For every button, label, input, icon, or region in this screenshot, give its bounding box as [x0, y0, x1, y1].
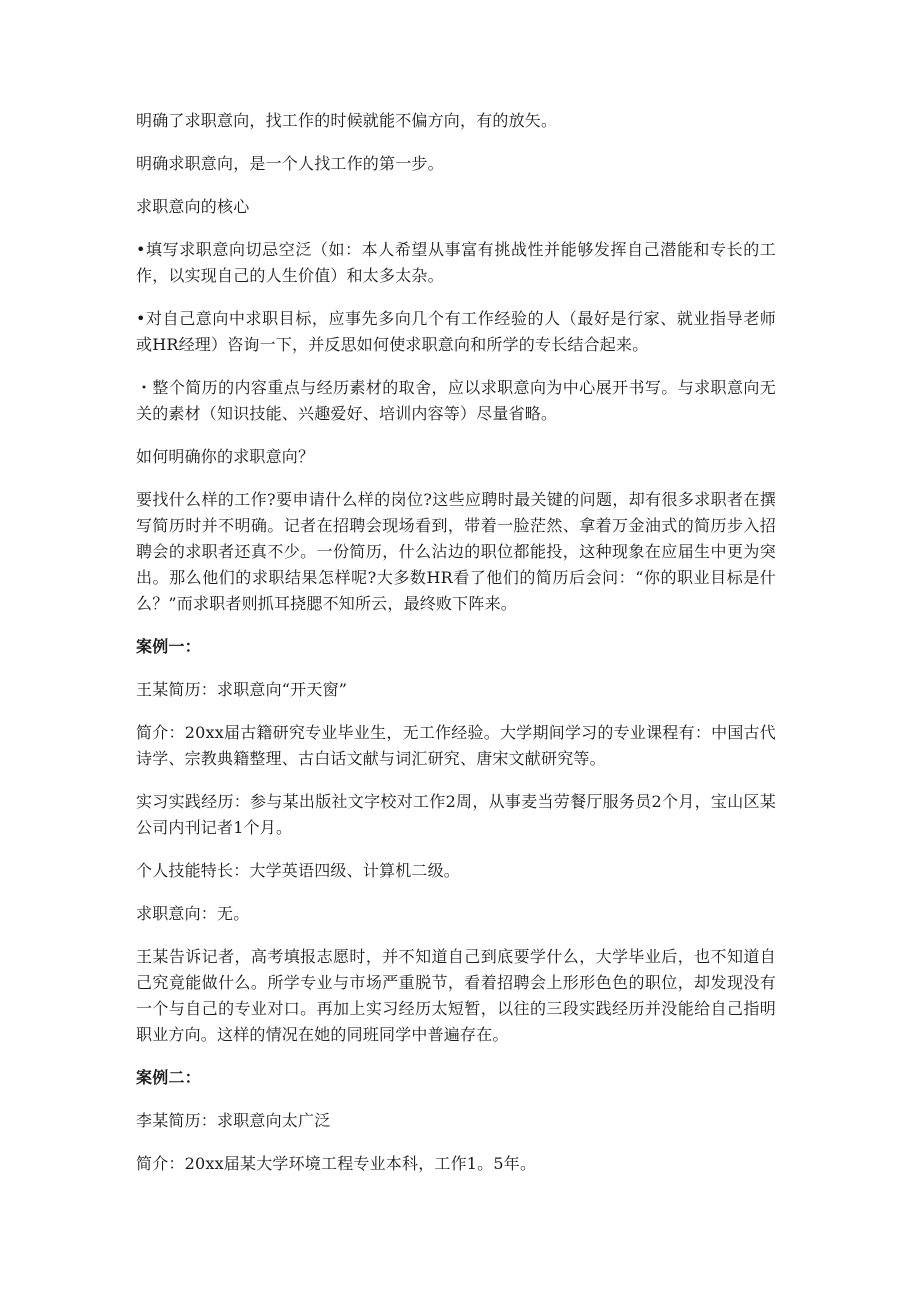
case-two-heading: 案例二： — [136, 1068, 201, 1087]
case-one-intention: 求职意向：无。 — [136, 904, 250, 923]
case-two-title: 李某简历：求职意向太广泛 — [136, 1111, 331, 1130]
case-one-intro: 简介：20xx届古籍研究专业毕业生，无工作经验。大学期间学习的专业课程有：中国古代诗学、宗教典籍整理、古白话文献与词汇研究、唐宋文献研究等。 — [136, 723, 776, 768]
bullet-item-3: ・整个简历的内容重点与经历素材的取舍，应以求职意向为中心展开书写。与求职意向无关的素材（知识技能、兴趣爱好、培训内容等）尽量省略。 — [136, 378, 776, 423]
case-one-heading: 案例一： — [136, 637, 201, 656]
paragraph-intro-1: 明确了求职意向，找工作的时候就能不偏方向，有的放矢。 — [136, 111, 558, 130]
section-heading-core: 求职意向的核心 — [136, 197, 250, 216]
document-page — [136, 108, 776, 1194]
case-one-skills: 个人技能特长：大学英语四级、计算机二级。 — [136, 861, 461, 880]
bullet-item-1: •填写求职意向切忌空泛（如：本人希望从事富有挑战性并能够发挥自己潜能和专长的工作，以实现自己的人生价值）和太多太杂。 — [136, 240, 776, 285]
bullet-item-2: •对自己意向中求职目标，应事先多向几个有工作经验的人（最好是行家、就业指导老师或HR经理）咨询一下，并反思如何使求职意向和所学的专长结合起来。 — [136, 309, 776, 354]
case-one-story: 王某告诉记者，高考填报志愿时，并不知道自己到底要学什么，大学毕业后，也不知道自己究竟能做什么。所学专业与市场严重脱节，看着招聘会上形形色色的职位，却发现没有一个与自己的专业对口。再加上实习经历太短暂，以往的三段实践经历并没能给自己指明职业方向。这样的情况在她的同班同学中普遍存在。 — [136, 947, 776, 1044]
paragraph-intro-2: 明确求职意向，是一个人找工作的第一步。 — [136, 154, 444, 173]
case-one-internship: 实习实践经历：参与某出版社文字校对工作2周，从事麦当劳餐厅服务员2个月，宝山区某公司内刊记者1个月。 — [136, 792, 776, 837]
paragraph-explanation: 要找什么样的工作?要申请什么样的岗位?这些应聘时最关键的问题，却有很多求职者在撰写简历时并不明确。记者在招聘会现场看到，带着一脸茫然、拿着万金油式的简历步入招聘会的求职者还真不少。一份简历，什么沾边的职位都能投，这种现象在应届生中更为突出。那么他们的求职结果怎样呢?大多数HR看了他们的简历后会问：“你的职业目标是什么？”而求职者则抓耳挠腮不知所云，最终败下阵来。 — [136, 490, 776, 613]
case-one-title: 王某简历：求职意向“开天窗” — [136, 680, 348, 699]
section-heading-how: 如何明确你的求职意向？ — [136, 447, 315, 466]
case-two-intro: 简介：20xx届某大学环境工程专业本科，工作1。5年。 — [136, 1154, 537, 1173]
